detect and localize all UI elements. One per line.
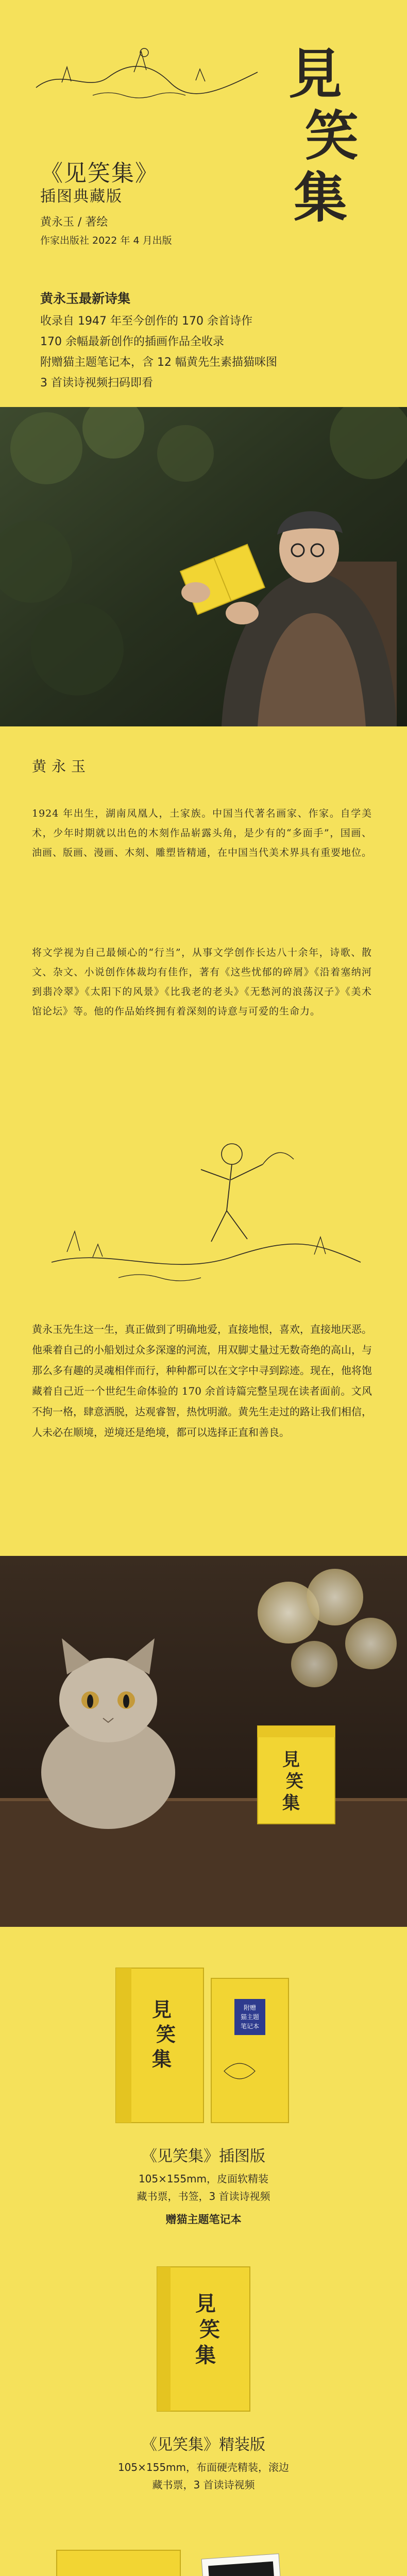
book-subtitle: 插图典藏版 [40, 188, 123, 206]
box-char-2: 笑 [286, 1771, 303, 1792]
product-1-bonus: 赠猫主题笔记本 [165, 2213, 242, 2226]
product-2-char-1: 見 [195, 2292, 216, 2316]
product-1-line-1: 105×155mm，皮面软精装 [138, 2173, 269, 2185]
author-photo [0, 407, 407, 726]
intro-line: 3 首读诗视频扫码即看 [40, 377, 153, 389]
product-1-char-1: 見 [152, 1998, 172, 2021]
product-2-char-3: 集 [195, 2343, 216, 2367]
header [0, 0, 407, 268]
product-1-char-2: 笑 [156, 2023, 176, 2046]
badge-line-1: 附赠 [243, 2004, 256, 2011]
bio-paragraph-1: 1924 年出生，湖南凤凰人，土家族。中国当代著名画家、作家。自学美术，少年时期就以出色的木刻作品崭露头角，是少有的“多面手”，国画、油画、版画、漫画、木刻、雕塑皆精通，在中国当代美术界具有重要地位。 [32, 808, 372, 858]
calligraphy-char-2: 笑 [305, 104, 359, 167]
cat-photo-image [0, 1556, 407, 1927]
box-char-1: 見 [282, 1750, 300, 1770]
calligraphy-char-3: 集 [294, 166, 348, 229]
intro-lines [40, 289, 370, 394]
intro-heading: 黄永玉最新诗集 [40, 291, 131, 306]
bio-name: 黄永玉 [32, 758, 91, 775]
product-1-char-3: 集 [152, 2047, 172, 2071]
cat-photo [0, 1556, 407, 1927]
product-2-line-1: 105×155mm，布面硬壳精装，滚边 [117, 2461, 290, 2473]
product-3-char-1 [72, 2571, 108, 2576]
author-photo-image [0, 407, 407, 726]
box-char-3: 集 [282, 1793, 300, 1814]
sketch-decoration [31, 31, 268, 108]
product-2-visual [142, 2262, 265, 2416]
book-author: 黄永玉 / 著绘 [40, 216, 108, 229]
product-2-line-2: 藏书票，3 首读诗视频 [152, 2479, 255, 2491]
badge-line-3: 笔记本 [240, 2023, 259, 2030]
intro-line: 附赠猫主题笔记本，含 12 幅黄先生素描猫咪图 [40, 356, 277, 369]
product-1-title: 《见笑集》插图版 [142, 2147, 265, 2165]
product-2-char-2: 笑 [199, 2317, 220, 2342]
sketch-illustration [46, 1108, 366, 1298]
bio-paragraph-3: 黄永玉先生这一生，真正做到了明确地爱，直接地恨，喜欢，直接地厌恶。他乘着自己的小船划过众多深邃的河流，用双脚丈量过无数奇绝的高山，与那么多有趣的灵魂相伴而行，种种都可以在文字中寻到踪迹。现在，他将饱藏着自己近一个世纪生命体验的 170 余首诗篇完整呈现在读者面前。文风不拘一格，肆意洒脱，达观睿智，热忱明澈。黄先生走过的路让我们相信，人未必在顺境，逆境还是绝境，都可以选择正直和善良。 [32, 1323, 372, 1438]
product-1-books [111, 1958, 296, 2128]
product-2-title: 《见笑集》精装版 [142, 2436, 265, 2454]
badge-line-2: 猫主题 [240, 2013, 259, 2021]
intro-line: 收录自 1947 年至今创作的 170 余首诗作 [40, 315, 252, 328]
product-1-visual [111, 1958, 296, 2128]
bio-paragraph-2: 将文学视为自己最倾心的“行当”，从事文学创作长达八十余年，诗歌、散文、杂文、小说创作体裁均有佳作，著有《这些忧郁的碎屑》《沿着塞纳河到翡冷翠》《太阳下的风景》《比我老的老头》《无愁河的浪荡汉子》《美术馆论坛》等。他的作品始终拥有着深刻的诗意与可爱的生命力。 [32, 947, 372, 1017]
publisher-line: 作家出版社 2022 年 4 月出版 [40, 235, 172, 246]
product-3-visual [52, 2540, 361, 2576]
notebook-badge [234, 2003, 265, 2031]
intro-line: 170 余幅最新创作的插画作品全收录 [40, 335, 224, 348]
book-title: 《见笑集》 [40, 160, 159, 187]
calligraphy-char-1: 見 [289, 42, 343, 106]
product-1-line-2: 藏书票，书签，3 首读诗视频 [137, 2190, 270, 2202]
